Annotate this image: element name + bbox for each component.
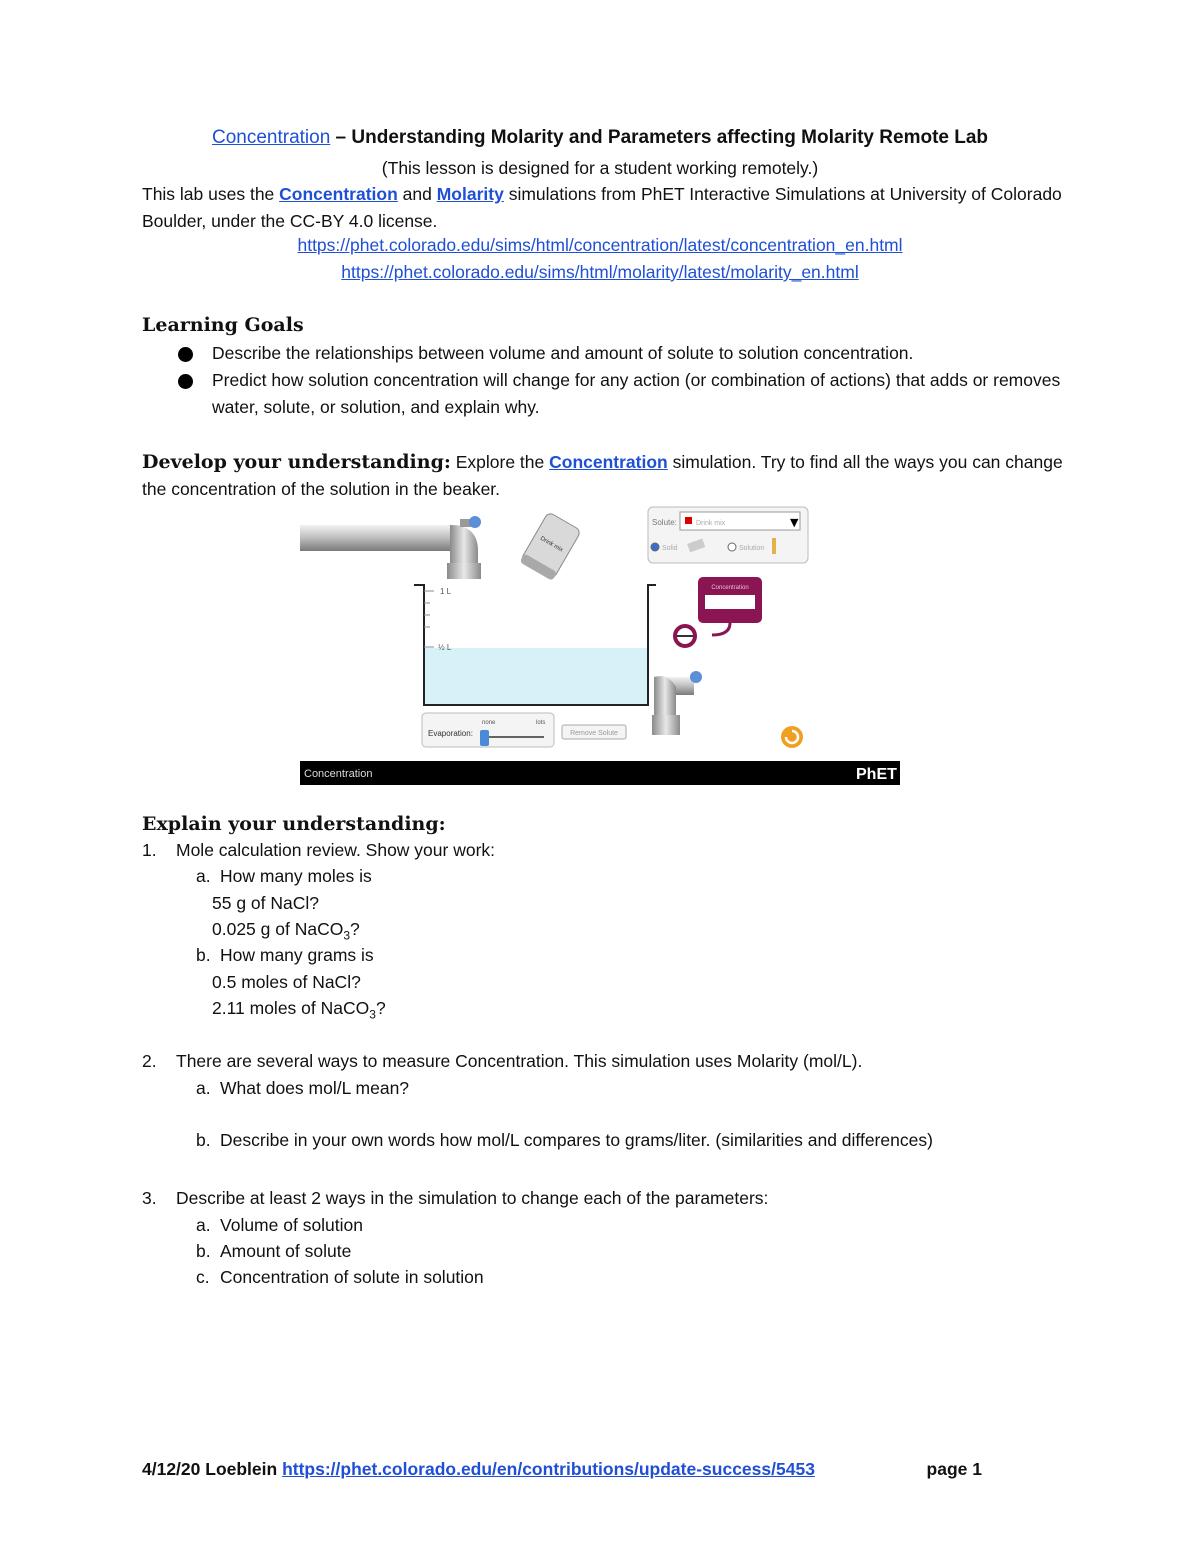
simulation-canvas [300,505,900,785]
title-concentration-link[interactable]: Concentration [211,127,331,148]
develop-heading: Develop your understanding: [142,451,451,473]
intro-text: and [397,184,437,204]
beaker-mark-top: 1 L [440,587,452,596]
solution-label: Solution [739,545,765,552]
beaker-mark-mid: ½ L [438,643,452,652]
dropper-icon [772,538,776,554]
solution-radio[interactable] [728,543,736,551]
subscript: 3 [343,928,351,943]
intro-paragraph [142,181,1062,235]
question-text: Describe at least 2 ways in the simulation to change each of the parameters: [176,1188,769,1208]
sub-letter: b. [196,1241,211,1261]
value-text: 2.11 moles of NaCO [212,998,370,1018]
sub-question [196,1241,351,1262]
list-item [142,367,1062,421]
slider-min-label: none [482,720,496,726]
question-text: There are several ways to measure Concentration. This simulation uses Molarity (mol/L). [176,1051,863,1071]
sub-text: Amount of solute [220,1241,352,1261]
list-item [142,340,1062,367]
explain-heading: Explain your understanding: [142,813,446,835]
develop-concentration-link[interactable]: Concentration [549,452,668,472]
concentration-url-container [0,235,1200,256]
solute-label: Solute: [652,518,677,527]
title-text: – Understanding Molarity and Parameters affecting Molarity Remote Lab [330,127,989,148]
intro-text: This lab uses the [142,184,280,204]
reset-all-button[interactable] [781,726,803,748]
intro-concentration-link[interactable]: Concentration [279,184,398,204]
intro-text: simulations from PhET Interactive Simulations at University of Colorado Boulder, under the CC-BY 4.0 license. [142,184,1062,231]
sub-question [196,1267,484,1288]
sub-text: What does mol/L mean? [220,1078,410,1098]
goal-text: Predict how solution concentration will change for any action (or combination of actions) that adds or removes water, solute, or solution, and explain why. [212,370,1061,417]
page-number: page 1 [926,1459,982,1479]
molarity-url-container [0,262,1200,283]
bullet-icon [178,374,193,389]
drain-faucet-icon[interactable] [652,671,702,735]
slider-max-label: lots [536,720,546,726]
navigation-bar [300,761,900,785]
sub-text: How many moles is [220,866,372,886]
value-line [212,998,386,1022]
simulation-screenshot [300,505,900,785]
value-line [212,919,360,943]
question-text: Mole calculation review. Show your work: [176,840,496,860]
sub-question [196,945,374,966]
sub-letter: b. [196,1130,211,1150]
water-faucet-icon[interactable] [300,516,481,579]
sub-text: Describe in your own words how mol/L compares to grams/liter. (similarities and differences) [220,1130,933,1150]
learning-goals-heading: Learning Goals [142,314,304,336]
phet-logo: PhET [856,766,897,783]
goal-text: Describe the relationships between volume and amount of solute to solution concentration. [212,343,914,363]
question-number: 1. [142,840,157,860]
sub-text: Concentration of solute in solution [220,1267,484,1287]
sub-letter: b. [196,945,211,965]
sub-text: How many grams is [220,945,374,965]
value-line: 0.5 moles of NaCl? [212,972,361,992]
sub-letter: a. [196,866,211,886]
develop-text: simulation. Try to find all the ways you can change the concentration of the solution in the beaker. [142,452,1063,499]
value-line: 55 g of NaCl? [212,893,320,913]
concentration-url-link[interactable]: https://phet.colorado.edu/sims/html/concentration/latest/concentration_en.html [297,235,903,255]
meter-title: Concentration [711,585,749,591]
sub-question [196,1215,363,1236]
question-number: 2. [142,1051,157,1071]
bullet-icon [178,347,193,362]
value-text: ? [375,998,386,1018]
solute-swatch [685,517,692,524]
page-footer [142,1459,982,1480]
shaker-label: Drink mix [539,535,564,554]
shaker-icon[interactable] [519,512,581,581]
evaporation-label: Evaporation: [428,729,473,738]
footer-date-author: 4/12/20 Loeblein [142,1459,283,1479]
solid-radio[interactable] [651,543,659,551]
develop-paragraph [142,449,1082,503]
evaporation-panel [422,713,626,747]
remove-solute-label: Remove Solute [570,730,618,737]
concentration-meter[interactable] [675,577,762,646]
sub-letter: a. [196,1078,211,1098]
evaporation-slider-thumb[interactable] [480,730,489,746]
footer-url-link[interactable]: https://phet.colorado.edu/en/contributions/update-success/5453 [282,1459,815,1479]
learning-goals-list [142,340,1062,421]
chevron-down-icon[interactable]: ▼ [790,516,799,529]
solute-value: Drink mix [696,520,726,527]
subtitle: (This lesson is designed for a student working remotely.) [381,158,819,178]
sub-text: Volume of solution [220,1215,364,1235]
sub-question [196,1078,409,1099]
app-name: Concentration [304,768,373,780]
sub-question [196,866,372,887]
intro-molarity-link[interactable]: Molarity [436,184,504,204]
beaker [414,585,656,705]
molarity-url-link[interactable]: https://phet.colorado.edu/sims/html/molarity/latest/molarity_en.html [341,262,859,282]
sub-question [196,1130,933,1151]
sub-letter: a. [196,1215,211,1235]
develop-text: Explore the [450,452,550,472]
solute-panel [648,507,808,563]
solution-fill [424,648,648,705]
page-title [0,127,1200,149]
sub-letter: c. [196,1267,210,1287]
solid-label: Solid [662,545,678,552]
question-number: 3. [142,1188,157,1208]
subscript: 3 [369,1007,376,1022]
value-text: 0.025 g of NaCO [212,919,344,939]
value-text: ? [350,919,360,939]
